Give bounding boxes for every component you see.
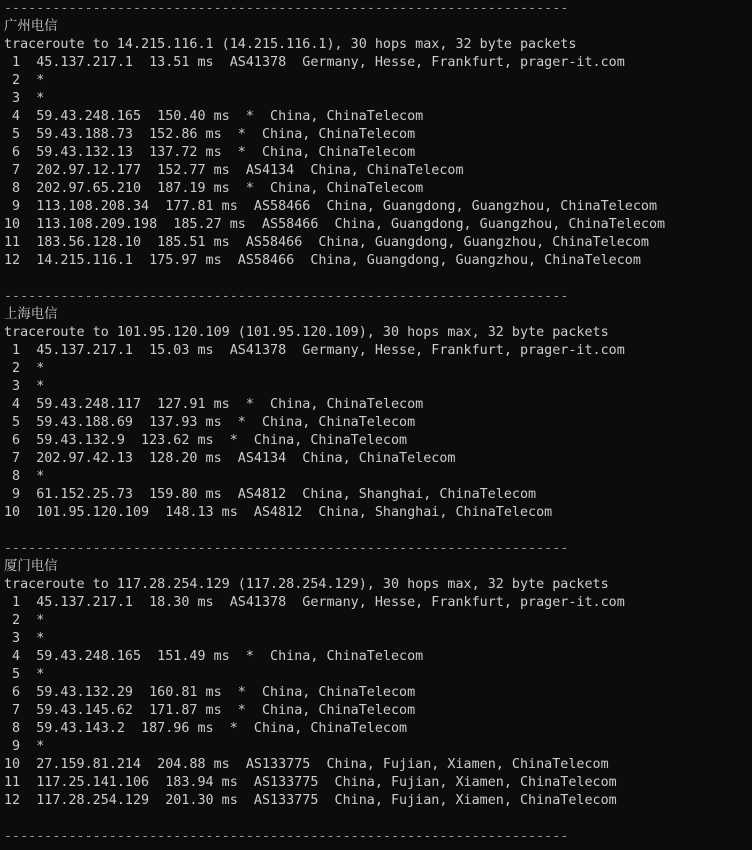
hop-line: 10 101.95.120.109 148.13 ms AS4812 China, Shanghai, ChinaTelecom (4, 505, 553, 520)
hop-line: 1 45.137.217.1 13.51 ms AS41378 Germany, Hesse, Frankfurt, prager-it.com (4, 55, 625, 70)
hop-line: 9 * (4, 739, 45, 754)
traceroute-header: traceroute to 117.28.254.129 (117.28.254.129), 30 hops max, 32 byte packets (4, 577, 609, 592)
hop-line: 9 61.152.25.73 159.80 ms AS4812 China, Shanghai, ChinaTelecom (4, 487, 537, 502)
blank-line (4, 522, 752, 540)
blank-line (4, 270, 752, 288)
hop-line: 8 202.97.65.210 187.19 ms * China, ChinaTelecom (4, 181, 424, 196)
hop-line: 7 202.97.42.13 128.20 ms AS4134 China, ChinaTelecom (4, 451, 456, 466)
hop-line: 6 59.43.132.13 137.72 ms * China, ChinaTelecom (4, 145, 416, 160)
hop-line: 5 59.43.188.69 137.93 ms * China, ChinaTelecom (4, 415, 416, 430)
hop-line: 4 59.43.248.117 127.91 ms * China, ChinaTelecom (4, 397, 424, 412)
hop-line: 7 202.97.12.177 152.77 ms AS4134 China, ChinaTelecom (4, 163, 464, 178)
hop-line: 3 * (4, 91, 45, 106)
hop-line: 2 * (4, 613, 45, 628)
traceroute-header: traceroute to 101.95.120.109 (101.95.120.109), 30 hops max, 32 byte packets (4, 325, 609, 340)
separator-line: ---------------------------------------------------------------------- (4, 829, 569, 844)
hop-line: 7 59.43.145.62 171.87 ms * China, ChinaTelecom (4, 703, 416, 718)
hop-line: 12 14.215.116.1 175.97 ms AS58466 China, Guangdong, Guangzhou, ChinaTelecom (4, 253, 641, 268)
hop-line: 4 59.43.248.165 151.49 ms * China, ChinaTelecom (4, 649, 424, 664)
hop-line: 5 59.43.188.73 152.86 ms * China, ChinaTelecom (4, 127, 416, 142)
hop-line: 5 * (4, 667, 45, 682)
hop-line: 11 117.25.141.106 183.94 ms AS133775 China, Fujian, Xiamen, ChinaTelecom (4, 775, 617, 790)
hop-line: 6 59.43.132.29 160.81 ms * China, ChinaTelecom (4, 685, 416, 700)
hop-line: 8 59.43.143.2 187.96 ms * China, ChinaTelecom (4, 721, 408, 736)
hop-line: 3 * (4, 379, 45, 394)
separator-line: ---------------------------------------------------------------------- (4, 289, 569, 304)
hop-line: 10 113.108.209.198 185.27 ms AS58466 China, Guangdong, Guangzhou, ChinaTelecom (4, 217, 666, 232)
section-title: 广州电信 (4, 19, 58, 34)
section-title: 上海电信 (4, 307, 58, 322)
hop-line: 1 45.137.217.1 18.30 ms AS41378 Germany, Hesse, Frankfurt, prager-it.com (4, 595, 625, 610)
hop-line: 2 * (4, 361, 45, 376)
hop-line: 6 59.43.132.9 123.62 ms * China, ChinaTelecom (4, 433, 408, 448)
blank-line (4, 810, 752, 828)
separator-line: ---------------------------------------------------------------------- (4, 1, 569, 16)
hop-line: 4 59.43.248.165 150.40 ms * China, ChinaTelecom (4, 109, 424, 124)
hop-line: 12 117.28.254.129 201.30 ms AS133775 China, Fujian, Xiamen, ChinaTelecom (4, 793, 617, 808)
hop-line: 1 45.137.217.1 15.03 ms AS41378 Germany, Hesse, Frankfurt, prager-it.com (4, 343, 625, 358)
hop-line: 11 183.56.128.10 185.51 ms AS58466 China, Guangdong, Guangzhou, ChinaTelecom (4, 235, 649, 250)
traceroute-header: traceroute to 14.215.116.1 (14.215.116.1), 30 hops max, 32 byte packets (4, 37, 577, 52)
hop-line: 10 27.159.81.214 204.88 ms AS133775 China, Fujian, Xiamen, ChinaTelecom (4, 757, 609, 772)
hop-line: 8 * (4, 469, 45, 484)
separator-line: ---------------------------------------------------------------------- (4, 541, 569, 556)
hop-line: 9 113.108.208.34 177.81 ms AS58466 China, Guangdong, Guangzhou, ChinaTelecom (4, 199, 658, 214)
hop-line: 2 * (4, 73, 45, 88)
section-title: 厦门电信 (4, 559, 58, 574)
hop-line: 3 * (4, 631, 45, 646)
